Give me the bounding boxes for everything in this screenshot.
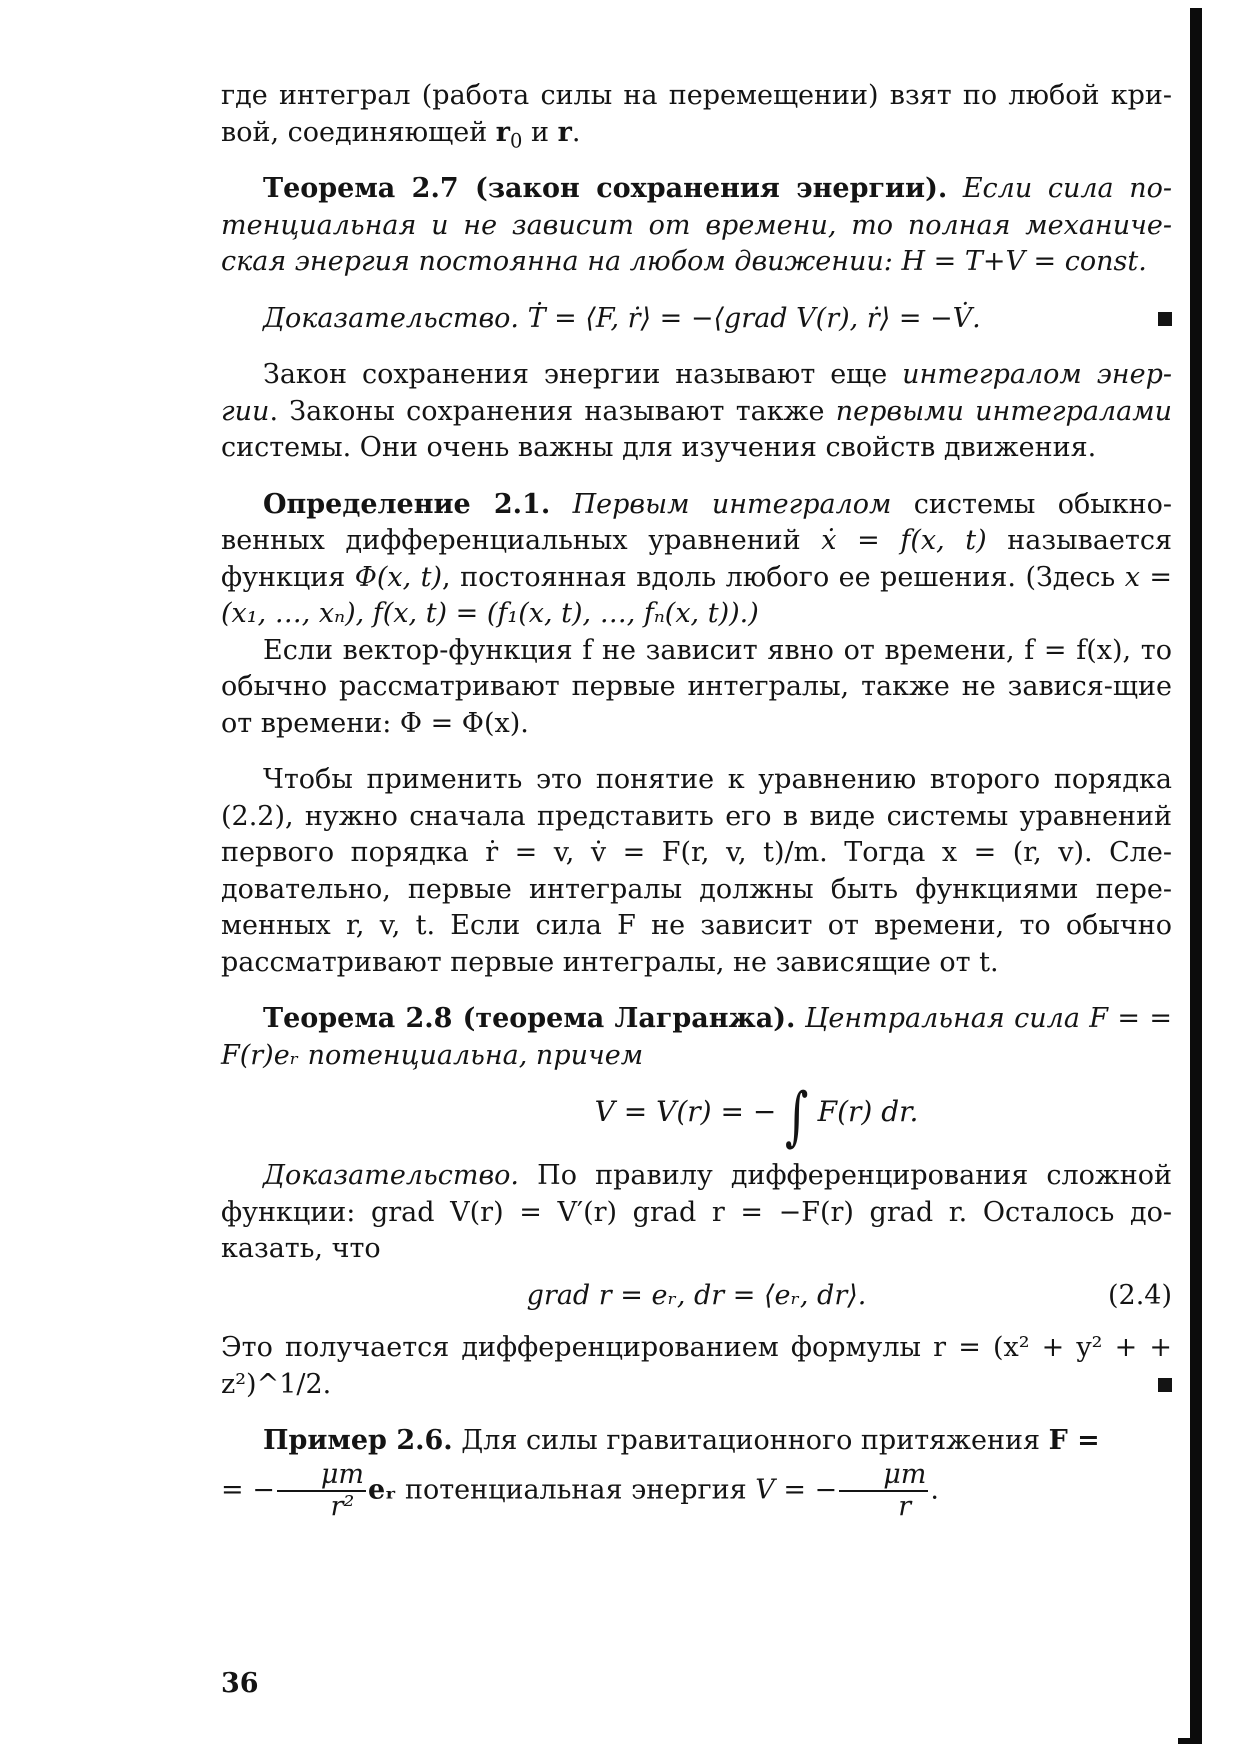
energy-conservation-formula: H = T+V = const. bbox=[901, 246, 1147, 277]
paragraph-text: системы. Они очень важны для изучения свойств движения. bbox=[221, 432, 1097, 463]
paragraph-first-integrals bbox=[221, 357, 1172, 467]
example-text: Для силы гравитационного притяжения bbox=[452, 1425, 1049, 1456]
qed-square-icon bbox=[1158, 1378, 1172, 1392]
definition-term: Первым интегралом bbox=[572, 488, 892, 520]
scan-binding-edge bbox=[1190, 8, 1202, 1744]
ode-system-formula: ẋ = f(x, t) bbox=[821, 525, 987, 556]
conjunction: и bbox=[522, 116, 558, 148]
proof-closing bbox=[221, 1330, 1172, 1403]
definition-2-1 bbox=[221, 487, 1172, 633]
example-text: потенциальная энергия bbox=[396, 1474, 756, 1505]
formula-right: F(r) dr. bbox=[817, 1095, 919, 1128]
fraction-numerator: μm bbox=[277, 1460, 366, 1492]
paragraph-autonomous: Если вектор-функция f не зависит явно от времени, f = f(x), то обычно рассматривают первые интегралы, также не завися-щие от времени: Φ = Φ(x). bbox=[221, 634, 1172, 739]
paragraph-text: . Законы сохранения называют также bbox=[269, 395, 836, 427]
proof-label: Доказательство. bbox=[263, 302, 519, 334]
theorem-statement: потенциальна, причем bbox=[307, 1039, 644, 1071]
definition-heading: Определение 2.1. bbox=[263, 488, 551, 520]
theorem-heading: Теорема 2.8 (теорема Лагранжа). bbox=[263, 1003, 796, 1034]
fraction-mu-m-over-r-squared bbox=[277, 1460, 366, 1522]
equation-2-4 bbox=[221, 1278, 1172, 1315]
integral-sign: ∫ bbox=[785, 1080, 809, 1154]
paragraph-text: Закон сохранения энергии называют еще bbox=[263, 359, 903, 390]
fraction-denominator: r bbox=[898, 1490, 912, 1522]
fraction-denominator: r² bbox=[330, 1490, 355, 1522]
unit-vector-er: eᵣ bbox=[368, 1474, 397, 1505]
equals-minus: = − bbox=[221, 1474, 275, 1505]
example-2-6 bbox=[221, 1423, 1172, 1522]
page-body bbox=[221, 78, 1172, 1522]
proof-formula: Ṫ = ⟨F, ṙ⟩ = −⟨grad V(r), ṙ⟩ = −V̇. bbox=[527, 302, 981, 334]
fraction-numerator: μm bbox=[839, 1460, 928, 1492]
scan-binding-foot bbox=[1178, 1738, 1202, 1744]
potential-energy-formula: V = − bbox=[755, 1474, 838, 1505]
theorem-2-7 bbox=[221, 171, 1172, 281]
page-number: 36 bbox=[221, 1668, 259, 1699]
proof-closing-text: Это получается дифференцированием формулы r = (x² + y² + + z²)^1/2. bbox=[221, 1332, 1172, 1400]
proof-text: По правилу дифференцирования сложной функции: grad V(r) = V′(r) grad r = −F(r) grad r. Осталось до-казать, что bbox=[221, 1160, 1172, 1264]
paragraph-text: где интеграл (работа силы на перемещении) взят по любой кри-вой, соединяющей bbox=[221, 80, 1172, 148]
vector-components-formula: x = (x₁, …, xₙ), f(x, t) = (f₁(x, t), …, fₙ(x, t)).) bbox=[221, 561, 1172, 629]
fraction-mu-m-over-r bbox=[839, 1460, 928, 1522]
central-force-formula: F = = F(r)eᵣ bbox=[221, 1003, 1172, 1071]
example-heading: Пример 2.6. bbox=[263, 1425, 453, 1456]
term-first-integrals: первыми интегралами bbox=[835, 395, 1172, 427]
theorem-statement: Если сила по-тенциальная и не зависит от времени, то полная механиче-ская энергия постоянна на любом движении: bbox=[221, 173, 1172, 277]
period: . bbox=[571, 116, 581, 148]
paragraph-second-order: Чтобы применить это понятие к уравнению второго порядка (2.2), нужно сначала представить его в виде системы уравнений первого порядка ṙ = v, v̇ = F(r, v, t)/m. Тогда x = (r, v). Сле-довательно, первые интегралы должны быть функциями пере-менных r, v, t. Если сила F не зависит от времени, то обычно рассматривают первые интегралы, не зависящие от t. bbox=[221, 764, 1172, 978]
force-vector: F = bbox=[1048, 1425, 1100, 1456]
vector-r0: r bbox=[495, 116, 511, 148]
proof-theorem-2-7 bbox=[221, 301, 1172, 338]
subscript-0: 0 bbox=[510, 128, 523, 152]
theorem-statement: Центральная сила bbox=[804, 1003, 1080, 1034]
term-energy-integral: интегралом энер-гии bbox=[221, 359, 1172, 427]
proof-theorem-2-8 bbox=[221, 1158, 1172, 1268]
vector-r: r bbox=[557, 116, 572, 148]
formula-left: V = V(r) = − bbox=[594, 1095, 777, 1128]
proof-label: Доказательство. bbox=[263, 1160, 519, 1191]
phi-function: Φ(x, t) bbox=[354, 561, 443, 593]
potential-integral-formula bbox=[281, 1080, 1232, 1154]
theorem-heading: Теорема 2.7 (закон сохранения энергии). bbox=[263, 173, 948, 204]
definition-text: называется функция bbox=[221, 525, 1172, 593]
definition-text: системы обыкно-венных дифференциальных уравнений bbox=[221, 488, 1173, 556]
period: . bbox=[930, 1474, 939, 1505]
equation-number: (2.4) bbox=[1107, 1279, 1172, 1311]
theorem-2-8 bbox=[221, 1001, 1172, 1074]
equation-body: grad r = eᵣ, dr = ⟨eᵣ, dr⟩. bbox=[526, 1279, 867, 1311]
definition-text: , постоянная вдоль любого ее решения. (Здесь bbox=[442, 561, 1125, 593]
qed-square-icon bbox=[1158, 312, 1172, 326]
paragraph-work-integral bbox=[221, 78, 1172, 151]
